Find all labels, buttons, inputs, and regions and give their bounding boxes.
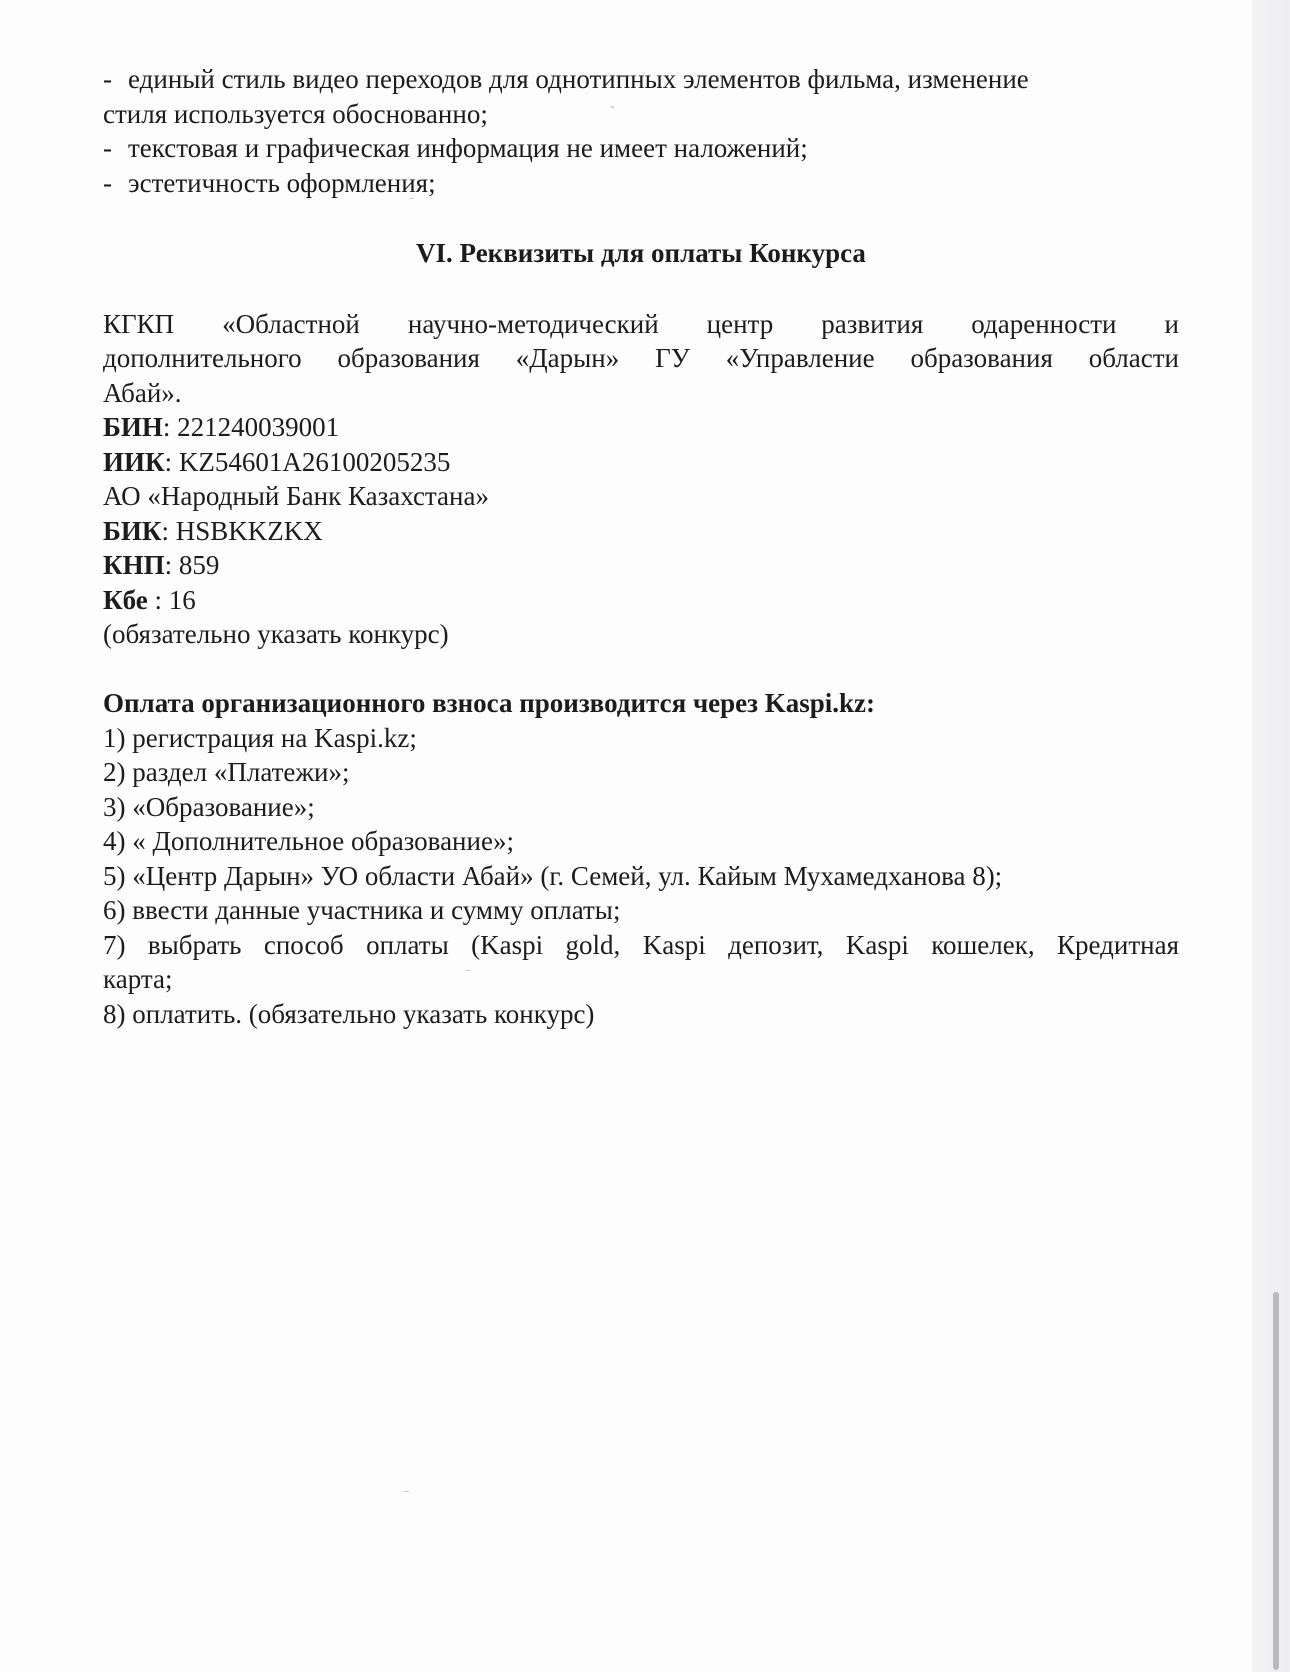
iik-row bbox=[103, 445, 1179, 480]
criteria-item-continuation: стиля используется обоснованно; bbox=[103, 98, 488, 129]
bik-label: БИК bbox=[103, 515, 162, 546]
kaspi-step: 6) ввести данные участника и сумму оплаты; bbox=[103, 895, 621, 925]
knp-label: КНП bbox=[103, 550, 165, 580]
kbe-value: : 16 bbox=[147, 584, 196, 615]
organization-line: КГКП «Областной научно-методический центр развития одаренности и bbox=[103, 308, 1179, 339]
kaspi-step: 8) оплатить. (обязательно указать конкурс) bbox=[103, 998, 595, 1029]
bin-row bbox=[103, 410, 1179, 445]
bik-value: : HSBKKZKX bbox=[161, 515, 323, 546]
scan-speck bbox=[611, 106, 614, 108]
page-edge-shadow bbox=[1252, 0, 1290, 1672]
criteria-item: - эстетичность оформления; bbox=[103, 167, 436, 198]
scan-speck bbox=[409, 198, 414, 199]
criteria-item: - единый стиль видео переходов для однотипных элементов фильма, изменение bbox=[103, 64, 1029, 94]
kaspi-heading: Оплата организационного взноса производится через Kaspi.kz: bbox=[103, 688, 876, 718]
knp-value: : 859 bbox=[164, 550, 220, 580]
criteria-list bbox=[103, 62, 1179, 200]
criteria-item: - текстовая и графическая информация не имеет наложений; bbox=[103, 133, 808, 163]
scan-speck bbox=[404, 1491, 409, 1492]
kaspi-step: 3) «Образование»; bbox=[103, 791, 315, 822]
vertical-scrollbar[interactable] bbox=[1273, 1292, 1279, 1670]
kaspi-step: 2) раздел «Платежи»; bbox=[103, 757, 350, 787]
document-content bbox=[103, 62, 1179, 1031]
bin-value: : 221240039001 bbox=[162, 412, 340, 442]
iik-value: : KZ54601A26100205235 bbox=[164, 446, 451, 477]
kaspi-step: 5) «Центр Дарын» УО области Абай» (г. Семей, ул. Кайым Мухамедханова 8); bbox=[103, 860, 1003, 891]
iik-label: ИИК bbox=[103, 446, 165, 477]
organization-line: Абай». bbox=[103, 377, 182, 408]
bik-row bbox=[103, 514, 1179, 549]
scan-speck bbox=[466, 970, 470, 971]
requisites-block bbox=[103, 410, 1179, 652]
kaspi-instructions bbox=[103, 686, 1179, 1031]
organization-line: дополнительного образования «Дарын» ГУ «Управление образования области bbox=[103, 343, 1179, 373]
kaspi-step: 7) выбрать способ оплаты (Kaspi gold, Kaspi депозит, Kaspi кошелек, Кредитная bbox=[103, 929, 1179, 960]
bin-label: БИН bbox=[103, 412, 163, 442]
spacer bbox=[103, 652, 1179, 687]
section-heading: VI. Реквизиты для оплаты Конкурса bbox=[416, 238, 866, 268]
kaspi-step-continuation: карта; bbox=[103, 964, 173, 994]
kaspi-step: 1) регистрация на Kaspi.kz; bbox=[103, 722, 417, 753]
kaspi-step: 4) « Дополнительное образование»; bbox=[103, 826, 514, 856]
kbe-label: Кбе bbox=[103, 584, 148, 615]
kbe-row bbox=[103, 583, 1179, 618]
knp-row bbox=[103, 548, 1179, 583]
organization-name bbox=[103, 307, 1179, 411]
bank-name: АО «Народный Банк Казахстана» bbox=[103, 481, 489, 511]
requisites-note: (обязательно указать конкурс) bbox=[103, 619, 449, 649]
